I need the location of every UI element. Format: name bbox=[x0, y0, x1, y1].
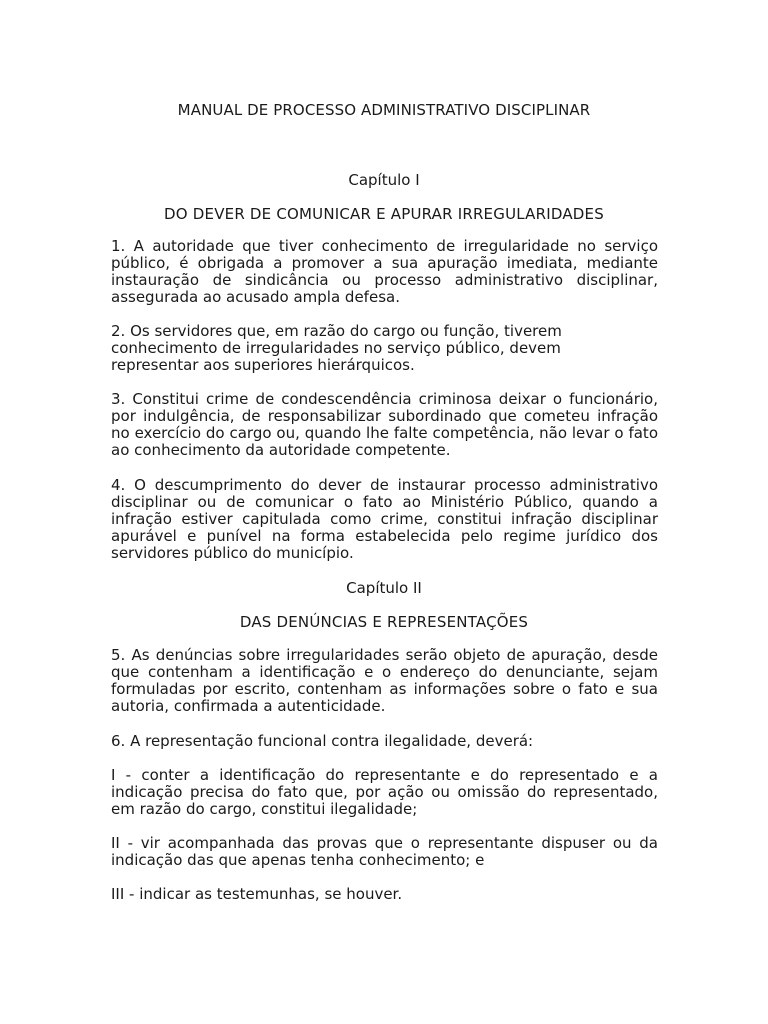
chapter-1-label: Capítulo I bbox=[348, 171, 420, 189]
chapter-1-heading: DO DEVER DE COMUNICAR E APURAR IRREGULARIDADES bbox=[164, 205, 604, 223]
chapter-2-label: Capítulo II bbox=[346, 579, 422, 597]
paragraph-3: 3. Constitui crime de condescendência criminosa deixar o funcionário, por indulgência, de responsabilizar subordinado que cometeu infração no exercício do cargo ou, quando lhe falte competência, não levar o fato ao conhecimento da autoridade competente. bbox=[111, 390, 658, 459]
paragraph-1: 1. A autoridade que tiver conhecimento de irregularidade no serviço público, é obrigada a promover a sua apuração imediata, mediante instauração de sindicância ou processo administrativo disciplinar, assegurada ao acusado ampla defesa. bbox=[111, 237, 658, 306]
paragraph-5: 5. As denúncias sobre irregularidades serão objeto de apuração, desde que contenham a identificação e o endereço do denunciante, sejam formuladas por escrito, contenham as informações sobre o fato e sua autoria, confirmada a autenticidade. bbox=[111, 646, 658, 715]
document-title: MANUAL DE PROCESSO ADMINISTRATIVO DISCIPLINAR bbox=[177, 101, 591, 119]
item-ii: II - vir acompanhada das provas que o representante dispuser ou da indicação das que apenas tenha conhecimento; e bbox=[111, 834, 658, 869]
paragraph-2: 2. Os servidores que, em razão do cargo ou função, tiverem conhecimento de irregularidades no serviço público, devem representar aos superiores hierárquicos. bbox=[111, 322, 562, 374]
item-i: I - conter a identificação do representante e do representado e a indicação precisa do fato que, por ação ou omissão do representado, em razão do cargo, constitui ilegalidade; bbox=[111, 766, 658, 818]
paragraph-6: 6. A representação funcional contra ilegalidade, deverá: bbox=[111, 732, 534, 750]
chapter-2-heading: DAS DENÚNCIAS E REPRESENTAÇÕES bbox=[239, 613, 529, 631]
item-iii: III - indicar as testemunhas, se houver. bbox=[111, 885, 403, 903]
paragraph-4: 4. O descumprimento do dever de instaurar processo administrativo disciplinar ou de comunicar o fato ao Ministério Público, quando a infração estiver capitulada como crime, constitui infração disciplinar apurável e punível na forma estabelecida pelo regime jurídico dos servidores público do município. bbox=[111, 476, 658, 562]
